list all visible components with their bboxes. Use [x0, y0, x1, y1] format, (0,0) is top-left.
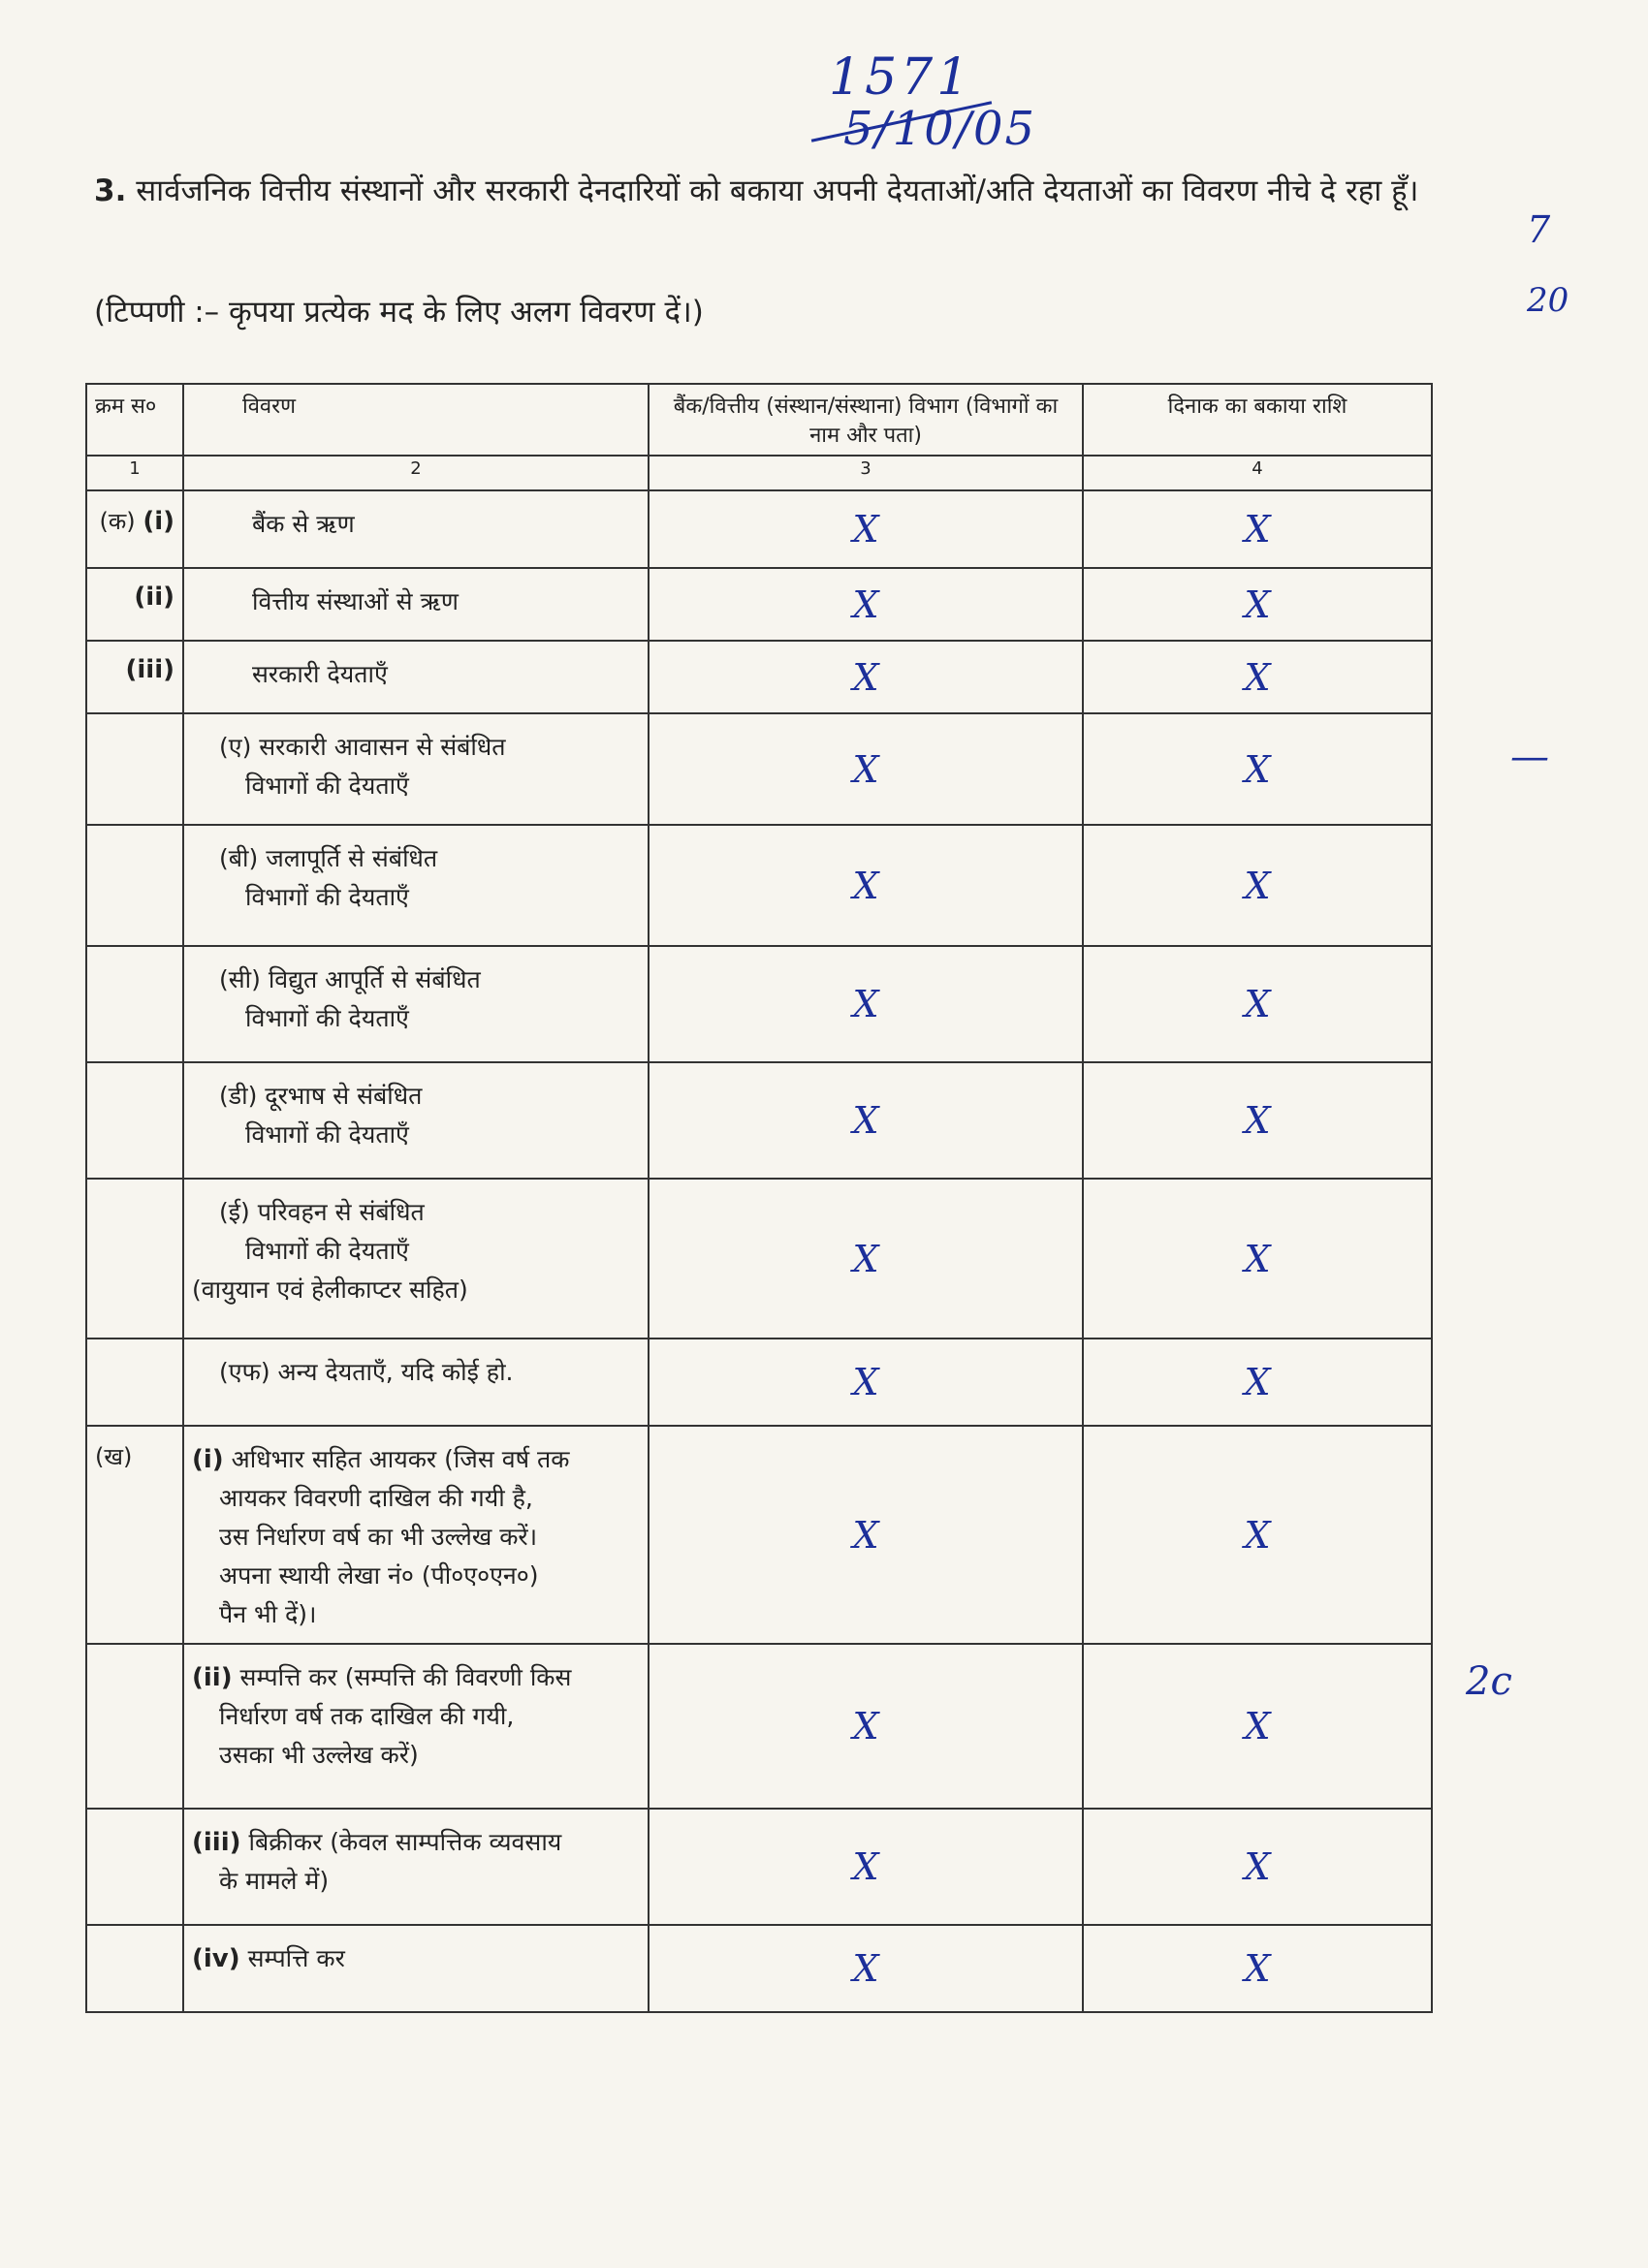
row-description: (सी) विद्युत आपूर्ति से संबंधित विभागों की देयताएँ — [183, 946, 649, 1062]
row-serial: (ii) — [86, 568, 183, 641]
cross-mark: X — [649, 1809, 1083, 1925]
cross-mark: X — [1083, 713, 1432, 825]
header-serial: क्रम स० — [86, 384, 183, 456]
header-bank: बैंक/वित्तीय (संस्थान/संस्थाना) विभाग (विभागों का नाम और पता) — [649, 384, 1083, 456]
table-row — [86, 490, 1432, 568]
row-description: (iv) सम्पत्ति कर — [183, 1925, 649, 2012]
row-description: (डी) दूरभाष से संबंधित विभागों की देयताएँ — [183, 1062, 649, 1179]
row-serial: (iii) — [86, 641, 183, 713]
cross-mark: X — [1083, 1809, 1432, 1925]
margin-note-1: 7 — [1527, 208, 1551, 251]
row-serial: (क) (i) — [86, 490, 183, 568]
section-number: 3. — [94, 173, 127, 208]
section-heading-text: सार्वजनिक वित्तीय संस्थानों और सरकारी देनदारियों को बकाया अपनी देयताओं/अति देयताओं का विवरण नीचे दे रहा हूँ। — [136, 173, 1419, 208]
row-description: (ए) सरकारी आवासन से संबंधित विभागों की देयताएँ — [183, 713, 649, 825]
cross-mark: X — [649, 1426, 1083, 1644]
header-description: विवरण — [183, 384, 649, 456]
cross-mark: X — [649, 641, 1083, 713]
cross-mark: X — [1083, 1925, 1432, 2012]
cross-mark: X — [649, 713, 1083, 825]
table-row — [86, 1179, 1432, 1339]
row-description: (बी) जलापूर्ति से संबंधित विभागों की देयताएँ — [183, 825, 649, 946]
cross-mark: X — [1083, 946, 1432, 1062]
row-serial — [86, 1179, 183, 1339]
margin-note-2: 20 — [1527, 281, 1569, 320]
table-row — [86, 1426, 1432, 1644]
row-description: वित्तीय संस्थाओं से ऋण — [183, 568, 649, 641]
column-number-2: 2 — [183, 456, 649, 490]
cross-mark: X — [649, 568, 1083, 641]
cross-mark: X — [1083, 1644, 1432, 1809]
row-description: सरकारी देयताएँ — [183, 641, 649, 713]
row-serial — [86, 946, 183, 1062]
cross-mark: X — [1083, 1339, 1432, 1426]
row-serial — [86, 825, 183, 946]
row-serial — [86, 1809, 183, 1925]
cross-mark: X — [1083, 490, 1432, 568]
table-row — [86, 1925, 1432, 2012]
row-description: (ई) परिवहन से संबंधित विभागों की देयताएँ (वायुयान एवं हेलीकाप्टर सहित) — [183, 1179, 649, 1339]
cross-mark: X — [649, 490, 1083, 568]
column-number-4: 4 — [1083, 456, 1432, 490]
row-serial — [86, 1925, 183, 2012]
row-serial: (ख) — [86, 1426, 183, 1644]
cross-mark: X — [649, 1179, 1083, 1339]
cross-mark: X — [1083, 568, 1432, 641]
margin-note-3: — — [1510, 735, 1549, 779]
header-amount: दिनाक का बकाया राशि — [1083, 384, 1432, 456]
handwritten-number: 1571 — [829, 48, 973, 107]
column-number-row — [86, 456, 1432, 490]
cross-mark: X — [1083, 1426, 1432, 1644]
row-serial — [86, 713, 183, 825]
row-description: बैंक से ऋण — [183, 490, 649, 568]
cross-mark: X — [649, 1062, 1083, 1179]
cross-mark: X — [649, 1644, 1083, 1809]
liabilities-table — [85, 383, 1433, 2013]
cross-mark: X — [1083, 641, 1432, 713]
cross-mark: X — [1083, 1179, 1432, 1339]
table-row — [86, 641, 1432, 713]
row-serial — [86, 1062, 183, 1179]
column-number-1: 1 — [86, 456, 183, 490]
margin-note-4: 2c — [1466, 1659, 1512, 1704]
table-row — [86, 1644, 1432, 1809]
table-row — [86, 568, 1432, 641]
row-description: (एफ) अन्य देयताएँ, यदि कोई हो. — [183, 1339, 649, 1426]
table-header-row — [86, 384, 1432, 456]
cross-mark: X — [649, 946, 1083, 1062]
cross-mark: X — [649, 1339, 1083, 1426]
cross-mark: X — [1083, 825, 1432, 946]
section-heading — [94, 163, 1451, 219]
table-row — [86, 1339, 1432, 1426]
table-row — [86, 825, 1432, 946]
row-serial — [86, 1339, 183, 1426]
row-serial — [86, 1644, 183, 1809]
table-row — [86, 1809, 1432, 1925]
row-description: (i) अधिभार सहित आयकर (जिस वर्ष तक आयकर विवरणी दाखिल की गयी है, उस निर्धारण वर्ष का भी उल्लेख करें। अपना स्थायी लेखा नं० (पी०ए०एन०) पैन भी दें)। — [183, 1426, 649, 1644]
table-row — [86, 946, 1432, 1062]
column-number-3: 3 — [649, 456, 1083, 490]
cross-mark: X — [649, 1925, 1083, 2012]
row-description: (iii) बिक्रीकर (केवल साम्पत्तिक व्यवसाय के मामले में) — [183, 1809, 649, 1925]
table-row — [86, 1062, 1432, 1179]
handwritten-date: 5/10/05 — [843, 102, 1037, 156]
cross-mark: X — [1083, 1062, 1432, 1179]
table-row — [86, 713, 1432, 825]
section-note: (टिप्पणी :– कृपया प्रत्येक मद के लिए अलग विवरण दें।) — [94, 295, 704, 330]
row-description: (ii) सम्पत्ति कर (सम्पत्ति की विवरणी किस निर्धारण वर्ष तक दाखिल की गयी, उसका भी उल्लेख करें) — [183, 1644, 649, 1809]
cross-mark: X — [649, 825, 1083, 946]
